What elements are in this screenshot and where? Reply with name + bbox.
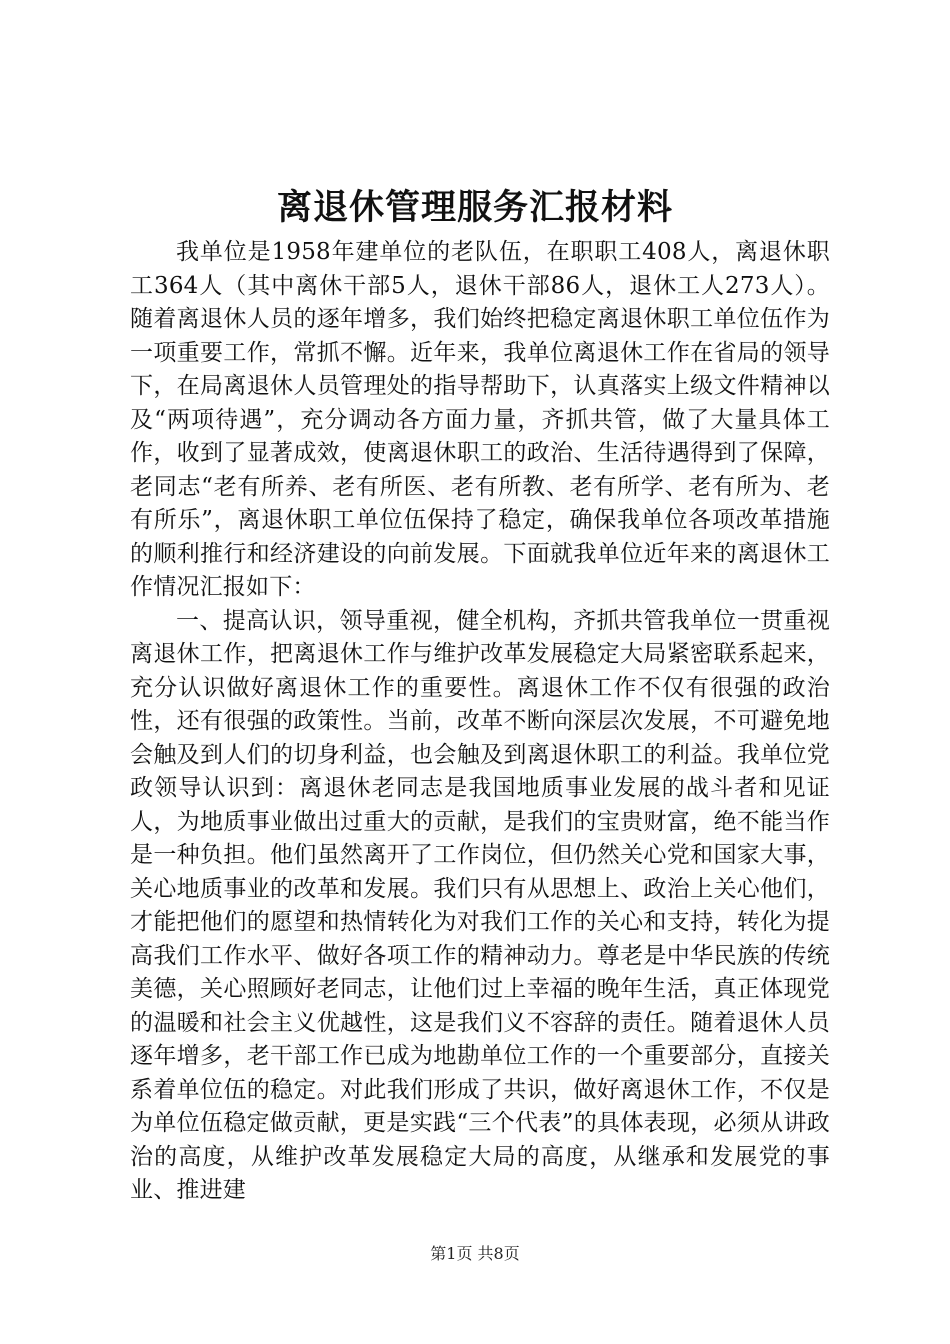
- paragraph-intro: 我单位是1958年建单位的老队伍，在职职工408人，离退休职工364人（其中离休干部5人，退休干部86人，退休工人273人）。随着离退休人员的逐年增多，我们始终把稳定离退休职工单位伍作为一项重要工作，常抓不懈。近年来，我单位离退休工作在省局的领导下，在局离退休人员管理处的指导帮助下，认真落实上级文件精神以及“两项待遇”，充分调动各方面力量，齐抓共管，做了大量具体工作，收到了显著成效，使离退休职工的政治、生活待遇得到了保障，老同志“老有所养、老有所医、老有所教、老有所学、老有所为、老有所乐”，离退休职工单位伍保持了稳定，确保我单位各项改革措施的顺利推行和经济建设的向前发展。下面就我单位近年来的离退休工作情况汇报如下：: [130, 239, 830, 600]
- document-body: [130, 236, 830, 1208]
- page-footer: 第1页 共8页: [430, 1244, 520, 1263]
- paragraph-section-one: 一、提高认识，领导重视，健全机构，齐抓共管我单位一贯重视离退休工作，把离退休工作与维护改革发展稳定大局紧密联系起来，充分认识做好离退休工作的重要性。离退休工作不仅有很强的政治性，还有很强的政策性。当前，改革不断向深层次发展，不可避免地会触及到人们的切身利益，也会触及到离退休职工的利益。我单位党政领导认识到：离退休老同志是我国地质事业发展的战斗者和见证人，为地质事业做出过重大的贡献，是我们的宝贵财富，绝不能当作是一种负担。他们虽然离开了工作岗位，但仍然关心党和国家大事，关心地质事业的改革和发展。我们只有从思想上、政治上关心他们，才能把他们的愿望和热情转化为对我们工作的关心和支持，转化为提高我们工作水平、做好各项工作的精神动力。尊老是中华民族的传统美德，关心照顾好老同志，让他们过上幸福的晚年生活，真正体现党的温暖和社会主义优越性，这是我们义不容辞的责任。随着退休人员逐年增多，老干部工作已成为地勘单位工作的一个重要部分，直接关系着单位伍的稳定。对此我们形成了共识，做好离退休工作，不仅是为单位伍稳定做贡献，更是实践“三个代表”的具体表现，必须从讲政治的高度，从维护改革发展稳定大局的高度，从继承和发展党的事业、推进建: [130, 607, 830, 1203]
- document-title: 离退休管理服务汇报材料: [276, 187, 673, 228]
